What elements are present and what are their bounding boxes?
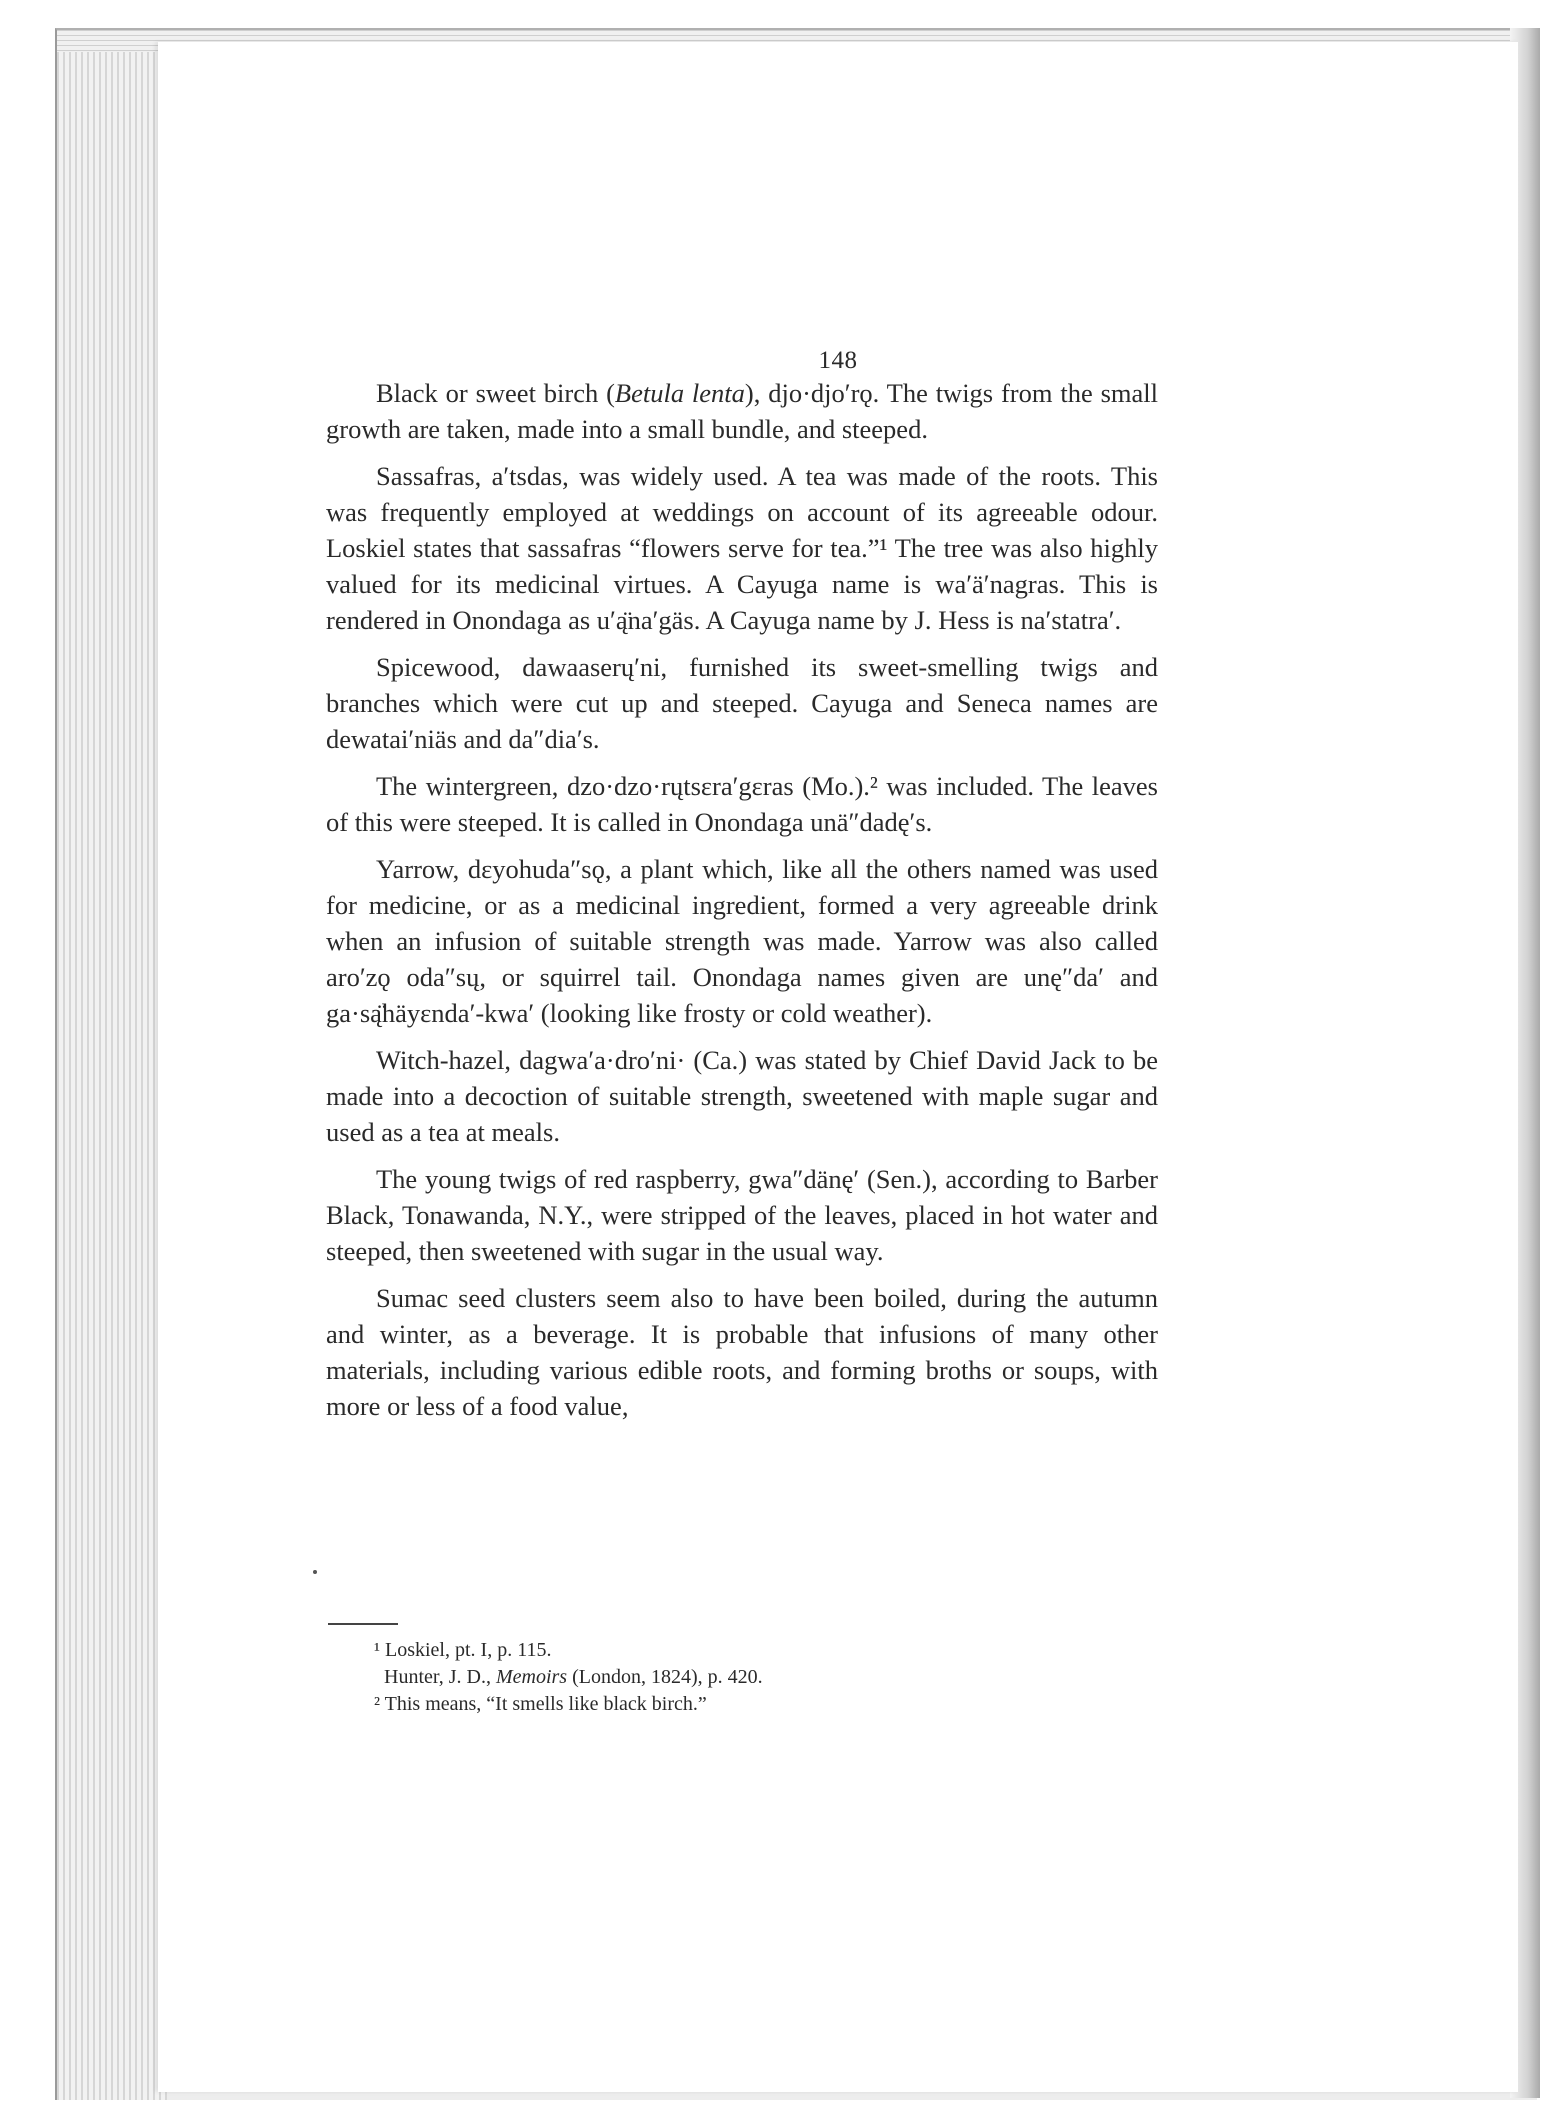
paragraph-raspberry: The young twigs of red raspberry, gwa″dänę′ (Sen.), according to Barber Black, Tonawanda, N.Y., were stripped of the leaves, placed in hot water and steeped, then sweetened with sugar in the usual way. bbox=[326, 1164, 1158, 1266]
paragraph-sumac: Sumac seed clusters seem also to have been boiled, during the autumn and winter, as a beverage. It is probable that infusions of many other materials, including various edible roots, and forming broths or soups, with more or less of a food value, bbox=[326, 1283, 1158, 1421]
paragraph-black-birch: Black or sweet birch (Betula lenta), djo·djo′rǫ. The twigs from the small growth are taken, made into a small bundle, and steeped. bbox=[326, 378, 1158, 444]
paragraph-spicewood: Spicewood, dawaaserų′ni, furnished its sweet-smelling twigs and branches which were cut up and steeped. Cayuga and Seneca names are dewatai′niäs and da″dia′s. bbox=[326, 652, 1158, 754]
page-edge-lines bbox=[57, 30, 167, 2100]
footnotes bbox=[374, 1637, 1134, 1718]
paragraph-wintergreen: The wintergreen, dzo·dzo·rųtsɛra′gɛras (Mo.).² was included. The leaves of this were steeped. It is called in Onondaga unä″dadę′s. bbox=[326, 771, 1158, 837]
footnote-1-continued: Hunter, J. D., Memoirs (London, 1824), p. 420. bbox=[384, 1666, 763, 1688]
body-text bbox=[326, 375, 1158, 1435]
footnote-2: ² This means, “It smells like black birch.” bbox=[374, 1693, 707, 1715]
footnote-1: ¹ Loskiel, pt. I, p. 115. bbox=[374, 1639, 552, 1661]
paragraph-witch-hazel: Witch-hazel, dagwa′a·dro′ni· (Ca.) was stated by Chief David Jack to be made into a decoction of suitable strength, sweetened with maple sugar and used as a tea at meals. bbox=[326, 1045, 1158, 1147]
paragraph-yarrow: Yarrow, dɛyohuda″sǫ, a plant which, like all the others named was used for medicine, or as a medicinal ingredient, formed a very agreeable drink when an infusion of suitable strength was made. Yarrow was also called aro′zǫ oda″sų, or squirrel tail. Onondaga names given are unę″da′ and ga·są̈häyɛnda′-kwa′ (looking like frosty or cold weather). bbox=[326, 854, 1158, 1028]
page-number: 148 bbox=[818, 347, 858, 374]
stray-mark bbox=[313, 1570, 317, 1574]
footnote-divider bbox=[328, 1623, 398, 1625]
paragraph-sassafras: Sassafras, a′tsdas, was widely used. A tea was made of the roots. This was frequently employed at weddings on account of its agreeable odour. Loskiel states that sassafras “flowers serve for tea.”¹ The tree was also highly valued for its medicinal virtues. A Cayuga name is wa′ä′nagras. This is rendered in Onondaga as u′ą̈na′gäs. A Cayuga name by J. Hess is na′statra′. bbox=[326, 461, 1158, 635]
